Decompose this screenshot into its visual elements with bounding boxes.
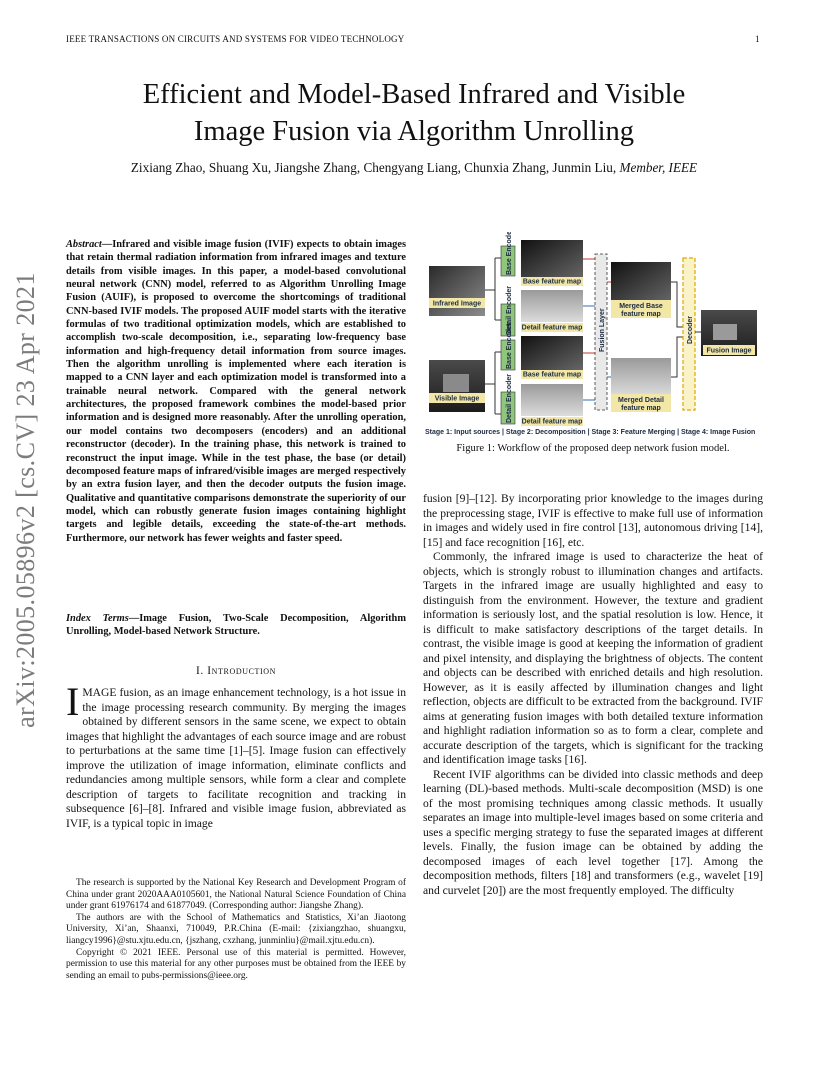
base-map-vi-label: Base feature map (522, 371, 582, 379)
running-header: IEEE TRANSACTIONS ON CIRCUITS AND SYSTEMS FOR VIDEO TECHNOLOGY (66, 34, 405, 44)
title-line-2: Image Fusion via Algorithm Unrolling (193, 116, 635, 147)
title-line-1: Efficient and Model-Based Infrared and Visible (142, 79, 686, 110)
fusion-house (713, 324, 737, 340)
paragraph-2: Commonly, the infrared image is used to characterize the heat of objects, which is strongly robust to illumination changes and artifacts. Targets in the infrared image are usually highlighted and easy to distinguish from the environment. However, the texture and gradient information is seriously lost, and the spatial resolution is low. Hence, it is difficult to make satisfactory descriptions of the target details. In contrast, the visible image is good at keeping the information of gradient and pixel intensity, and displaying the brightness of objects. The content and objects can be described with enriched details and high resolution. However, as it is easily affected by illumination changes and light reflection, objects are difficult to be extracted from the background. IVIF aims at generating fusion images with both detailed texture information and highlight radiation information so as to form a clear, complete and accurate description of the targets, which is significant for the tracking and identification image tasks [16]. (423, 550, 763, 766)
paragraph-3: Recent IVIF algorithms can be divided into classic methods and deep learning (DL)-based methods. Multi-scale decomposition (MSD) is one of the most promising techniques among classic methods. It usually separates an image into multiple-level images based on some criteria and uses a specific merging strategy to fuse the separated images at different levels. Finally, the fusion image can be obtained by adding the decomposed images of each level together [17]. Among the decomposition methods, filters [18] and transformers (e.g., wavelet [19] and curvelet [20]) are the most frequently employed. The difficulty (423, 767, 763, 897)
detail-map-ir-label: Detail feature map (521, 324, 583, 332)
connector-ir (485, 258, 501, 320)
merged-detail-label: Merged Detail (618, 397, 664, 404)
connector-vi (485, 352, 501, 414)
footnote-funding: The research is supported by the National Key Research and Development Program of China under grant 2020AAA0105601, the National Natural Science Foundation of China under grant 61976174 and 61877049. (Corresponding author: Jiangshe Zhang). (66, 878, 406, 912)
detail-map-vi (521, 384, 583, 416)
intro-paragraph (66, 679, 406, 831)
footnotes (66, 878, 406, 982)
drop-cap: I (66, 679, 80, 724)
flow-to-decoder (671, 282, 683, 377)
merged-base-label: Merged Base (619, 303, 663, 310)
base-map-ir (521, 240, 583, 278)
section-heading (66, 665, 406, 677)
index-terms-label: Index Terms (66, 613, 129, 624)
abstract-label: Abstract (66, 239, 102, 250)
decoder-label: Decoder (687, 315, 694, 344)
base-encoder-ir (501, 232, 515, 276)
index-terms-text: —Image Fusion, Two-Scale Decomposition, Algorithm Unrolling, Model-based Network Structure. (66, 613, 406, 638)
page-number: 1 (755, 34, 760, 44)
arxiv-stamp (4, 230, 48, 770)
merged-base-sublabel: feature map (621, 311, 661, 318)
arxiv-stamp-text: arXiv:2005.05896v2 [cs.CV] 23 Apr 2021 (11, 272, 40, 728)
workflow-diagram (423, 232, 763, 437)
section-number: I. (195, 665, 204, 677)
author-list (66, 160, 762, 176)
abstract (66, 238, 406, 545)
base-map-ir-label: Base feature map (522, 278, 582, 286)
infrared-image-label: Infrared Image (432, 300, 482, 308)
paragraph-1: fusion [9]–[12]. By incorporating prior knowledge to the images during the preprocessing stage, IVIF is effective to make full use of information in images and widely used in fire control [13], autonomous driving [14], [15] and face recognition [16], etc. (423, 492, 763, 549)
abstract-text: —Infrared and visible image fusion (IVIF) expects to obtain images that retain thermal radiation information from infrared images and texture details from visible images. In this paper, a model-based convolutional neural network (CNN) model, referred to as Algorithm Unrolling Image Fusion (AUIF), is proposed to overcome the shortcomings of traditional CNN-based IVIF models. The proposed AUIF model starts with the iterative formulas of two traditional optimization models, which are established to accomplish two-scale decomposition, i.e., separating low-frequency base information and high-frequency detail information from source images. Then the algorithm unrolling is implemented where each iteration is mapped to a CNN layer and each optimization model is transformed into a trainable neural network. Compared with the general network architectures, the proposed framework combines the model-based prior information and is designed more reasonably. After the unrolling operation, our model contains two decomposers (encoders) and an additional reconstructor (decoder). In the training phase, this network is trained to reconstruct the input image. While in the test phase, the base (or detail) decomposed feature maps of infrared/visible images are merged respectively by an extra fusion layer, and then the decoder outputs the fusion image. Qualitative and quantitative comparisons demonstrate the superiority of our model, which can robustly generate fusion images containing highlight targets and legible details, exceeding the state-of-the-art methods. Furthermore, our network has fewer weights and faster speed. (66, 239, 406, 544)
figure-1 (423, 232, 763, 437)
detail-encoder-vi (501, 374, 515, 424)
visible-image-label: Visible Image (434, 395, 480, 403)
merged-detail-map (611, 358, 671, 396)
merged-detail-sublabel: feature map (621, 405, 661, 412)
infrared-image (429, 266, 485, 316)
visible-house (443, 374, 469, 392)
detail-map-vi-label: Detail feature map (521, 418, 583, 426)
paper-title (66, 76, 762, 150)
author-names: Zixiang Zhao, Shuang Xu, Jiangshe Zhang, Chengyang Liang, Chunxia Zhang, Junmin Liu, (130, 160, 617, 175)
base-map-vi (521, 336, 583, 370)
intro-text: MAGE fusion, as an image enhancement technology, is a hot issue in the image processing research community. By merging the images obtained by different sensors in the same scene, we expect to obtain images that highlight the advantages of each source image and are robust to perturbations at the same time [1]–[5]. Image fusion can effectively improve the utilization of image information, eliminate conflicts and redundancies among multiple sensors, while form a clear and complete description of targets to facilitate recognition and tracking in subsequence [6]–[8]. Infrared and visible image fusion, abbreviated as IVIF, is a typical topic in image (66, 686, 406, 830)
right-column (423, 492, 763, 898)
detail-map-ir (521, 290, 583, 322)
footnote-copyright: Copyright © 2021 IEEE. Personal use of this material is permitted. However, permission to use this material for any other purposes must be obtained from the IEEE by sending an email to pubs-permissions@ieee.org. (66, 947, 406, 981)
merged-base-map (611, 262, 671, 302)
base-encoder-vi-label: Base Encoder (506, 322, 513, 369)
detail-encoder-vi-label: Detail Encoder (506, 373, 513, 423)
detail-encoder-ir-label: Detail Encoder (506, 285, 513, 335)
figure-caption: Figure 1: Workflow of the proposed deep network fusion model. (456, 443, 730, 454)
fusion-image-label: Fusion Image (706, 347, 752, 355)
index-terms (66, 612, 406, 639)
fusion-layer-label: Fusion Layer (599, 308, 606, 352)
stage-bar: Stage 1: Input sources | Stage 2: Decomposition | Stage 3: Feature Merging | Stage 4: Image Fusion (425, 429, 756, 436)
section-title: Introduction (207, 665, 277, 677)
footnote-affiliation: The authors are with the School of Mathematics and Statistics, Xi’an Jiaotong University, Xi’an, Shaanxi, 710049, P.R.China (E-mail: {zixiangzhao, shuangxu, liangcy1996}@stu.xjtu.edu.cn, {jszhang, cxzhang, junminliu}@mail.xjtu.edu.cn). (66, 912, 406, 946)
base-encoder-ir-label: Base Encoder (506, 232, 513, 275)
author-membership: Member, IEEE (619, 160, 698, 175)
